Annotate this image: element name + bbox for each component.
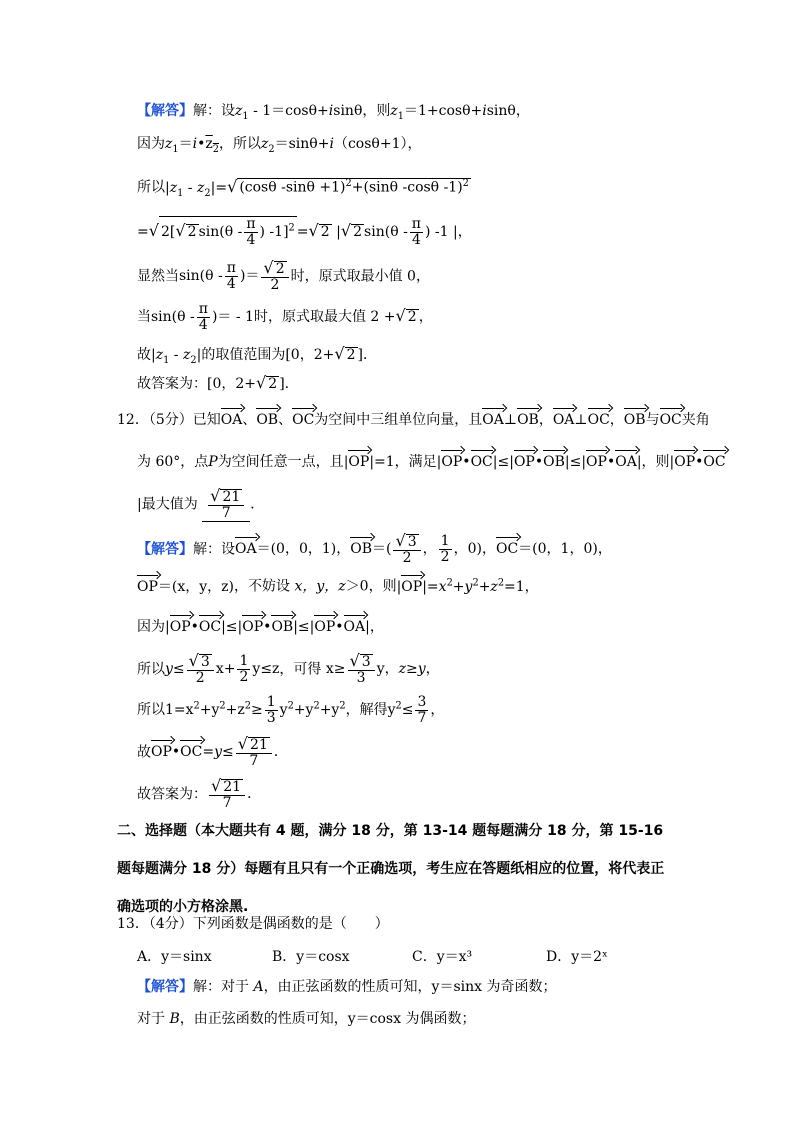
solution-tag: 【解答】 — [137, 103, 193, 119]
question-13-option-c: C．y＝x³ — [412, 949, 473, 965]
solution-12-line-3: 因为|OP•OC|≤|OP•OB|≤|OP•OA|， — [137, 619, 384, 635]
solution-12-line-1: 【解答】解：设OA＝(0，0，1)，OB＝( $\frac{√ 3}{2}$ ， $\frac{1}{2}$ ，0)，OC＝(0，1，0)， — [137, 531, 612, 566]
solution-11-line-1: 【解答】解：设$z_1 - 1=\cos\theta+isin\theta$，则$z_1=1+\cos\theta+isin\theta$， — [137, 103, 530, 122]
solution-12-line-6: 故OP•OC=y≤ $\frac{√ 21}{7}$ ． — [137, 734, 288, 769]
question-13-stem: 13．（4分）下列函数是偶函数的是（ ） — [117, 916, 389, 932]
solution-11-line-3: 所以$|z_1 - z_2|=√$ (cosθ -sinθ +1)$^2$+(sinθ -cosθ -1)$^2$ — [137, 176, 469, 199]
question-12-line-3: |最大值为 $\frac{√ 21}{7}$ ． — [137, 486, 265, 521]
solution-12-answer: 故答案为： $\frac{√ 21}{7}$ ． — [137, 776, 262, 811]
solution-11-line-6: 当sin(θ - $\frac{\pi}{4}$ )＝ - 1时，原式取最大值 2 +√ 2 ， — [137, 301, 433, 333]
solution-12-line-5: 所以$1=x^2+y^2+z^2\ge$ $\frac{1}{3}$ $y^2+y^2+y^2$，解得$y^2\le$ $\frac{3}{7}$ ， — [137, 694, 445, 726]
solution-13-line-2: 对于 B，由正弦函数的性质可知，y＝cosx 为偶函数； — [137, 1011, 476, 1027]
solution-13-line-1: 【解答】解：对于 A，由正弦函数的性质可知，y＝sinx 为奇函数； — [137, 979, 557, 995]
solution-11-line-2: 因为$z_1=i•z_2$，所以$z_2=\sin\theta+i(\cos\theta+1)$， — [137, 136, 422, 155]
solution-11-line-5: 显然当sin(θ - $\frac{\pi}{4}$ )＝ $\frac{√ 2}{2}$ 时，原式取最小值 0， — [137, 258, 430, 293]
section-2-header: 二、选择题（本大题共有 4 题，满分 18 分，第 13-14 题每题满分 18 分，第 15-16 题每题满分 18 分）每题有且只有一个正确选项，考生应在答题纸相应的位置，将代表正确选项的小方格涂黑. — [117, 823, 665, 915]
question-13-option-d: D．y＝2ˣ — [546, 949, 608, 965]
solution-11-line-4: =√ 2[√ 2 sin(θ - $\frac{\pi}{4}$ ) -1]$^2$ =√ 2 |√ 2 sin(θ - $\frac{\pi}{4}$ ) -1 |， — [137, 216, 472, 248]
question-12-line-2: 为 60°，点P为空间任意一点，且|OP|=1，满足|OP•OC|≤|OP•OB|≤|OP•OA|，则|OP•OC — [137, 454, 726, 470]
answer-blank: $\frac{√ 21}{7}$ — [202, 488, 250, 522]
question-13-option-b: B．y＝cosx — [272, 949, 350, 965]
solution-11-line-7: 故$|z_1 - z_2|$的取值范围为[0，2+√ 2 ]． — [137, 344, 377, 366]
question-12-line-1: 12．（5分）已知OA、OB、OC为空间中三组单位向量，且OA⊥OB，OA⊥OC，OB与OC夹角 — [117, 412, 710, 428]
question-13-option-a: A．y＝sinx — [137, 949, 212, 965]
solution-12-line-2: OP＝(x，y，z)，不妨设 x，y，z＞0，则$|OP|=x^2+y^2+z^2=1$， — [137, 577, 539, 595]
solution-12-line-4: 所以y≤ $\frac{√ 3}{2}$ x+ $\frac{1}{2}$ y≤z，可得 x≥ $\frac{√ 3}{3}$ y，z≥y， — [137, 651, 440, 686]
solution-11-answer: 故答案为：[0，2+√ 2 ]． — [137, 373, 299, 392]
